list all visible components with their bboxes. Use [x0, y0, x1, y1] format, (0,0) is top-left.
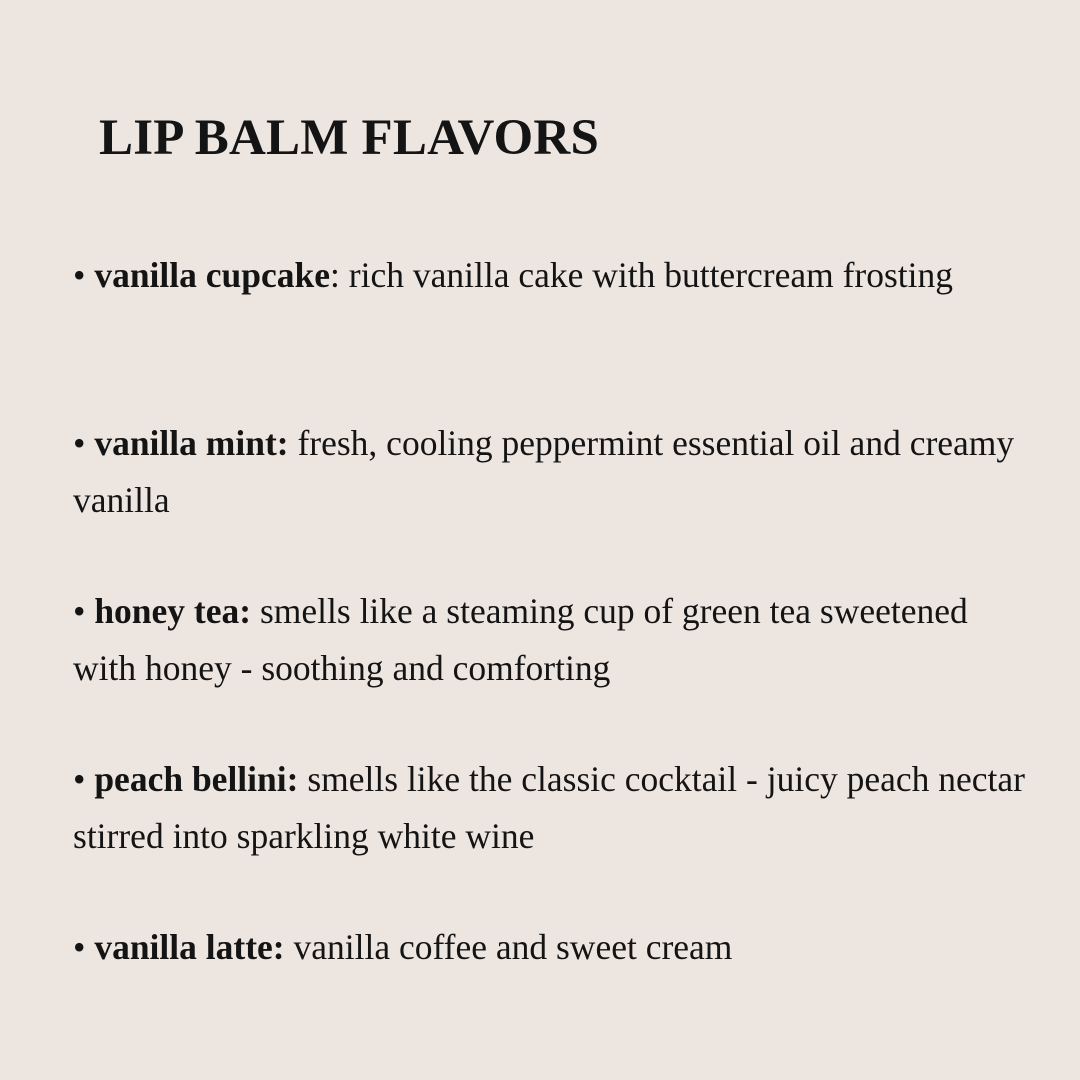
- flavor-item-vanilla-mint: [73, 415, 1033, 529]
- flavor-name: vanilla mint:: [94, 423, 289, 463]
- flavor-name: peach bellini:: [94, 759, 299, 799]
- flavor-item-honey-tea: [73, 583, 1033, 697]
- flavor-description: rich vanilla cake with buttercream frosting: [348, 255, 954, 295]
- flavor-description: smells like the classic cocktail - juicy peach nectar stirred into sparkling white wine: [73, 759, 1025, 856]
- flavor-item-peach-bellini: [73, 751, 1033, 865]
- flavor-description: fresh, cooling peppermint essential oil and creamy vanilla: [73, 423, 1015, 520]
- bullet-icon: •: [73, 423, 86, 463]
- bullet-icon: •: [73, 591, 86, 631]
- flavor-name: honey tea:: [94, 591, 252, 631]
- flavor-name: vanilla cupcake: [94, 255, 331, 295]
- page-title: LIP BALM FLAVORS: [99, 110, 600, 166]
- flavor-separator: [251, 591, 260, 631]
- flavor-description: vanilla coffee and sweet cream: [293, 927, 733, 967]
- flavor-item-vanilla-latte: [73, 919, 1033, 1033]
- flavor-name: vanilla latte:: [94, 927, 285, 967]
- flavor-list: [73, 247, 1033, 1033]
- flavor-item-vanilla-cupcake: [73, 247, 1033, 361]
- flavor-description: smells like a steaming cup of green tea sweetened with honey - soothing and comforting: [73, 591, 968, 688]
- bullet-icon: •: [73, 927, 86, 967]
- bullet-icon: •: [73, 255, 86, 295]
- flavor-separator: :: [330, 255, 349, 295]
- flavor-separator: [298, 759, 307, 799]
- bullet-icon: •: [73, 759, 86, 799]
